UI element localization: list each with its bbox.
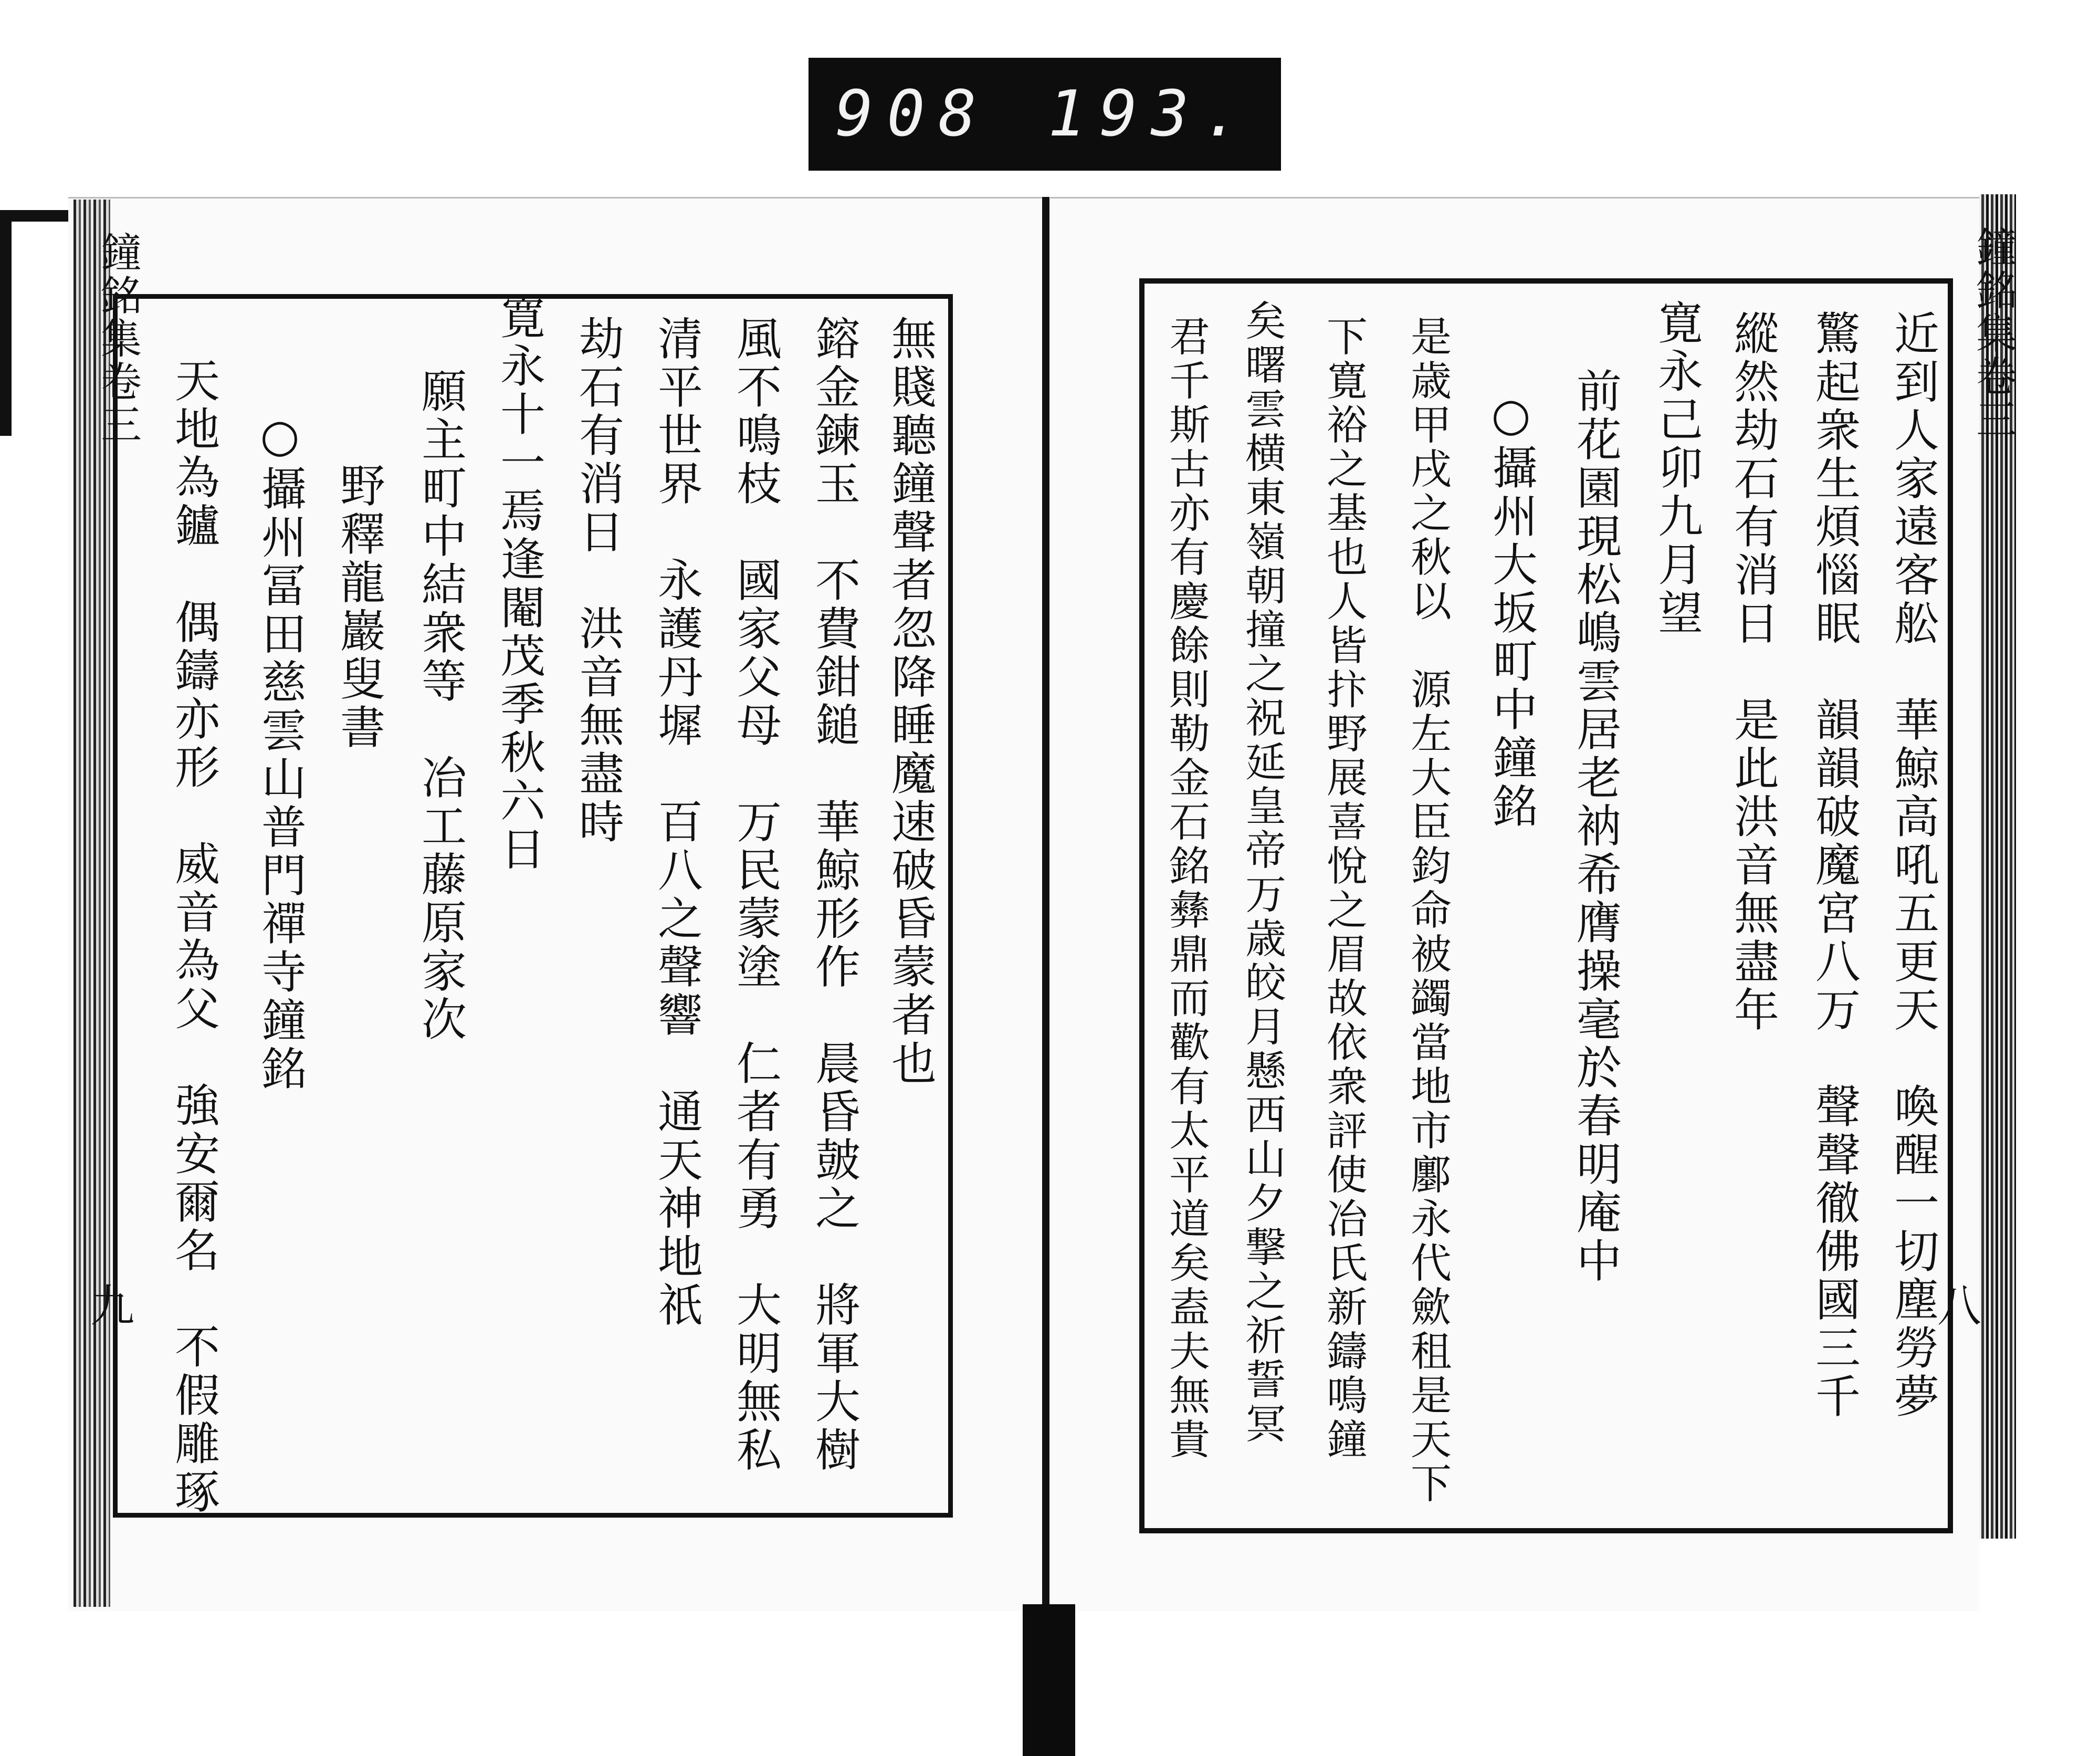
call-number-right: 193.	[1047, 78, 1254, 151]
right-col-8: 下寛裕之基也人皆抃野展喜悅之眉故依衆評使冶氏新鑄鳴鐘	[1320, 315, 1367, 1462]
left-col-2: 鎔金鍊玉 不費鉗鎚 華鯨形作 晨昏皷之 將軍大樹	[807, 315, 860, 1475]
left-col-7: 願主町中結衆等 冶工藤原家次	[414, 368, 466, 1044]
right-running-head: 鐘銘集卷三	[1969, 226, 2017, 441]
right-col-6: ○攝州大坂町中鐘銘	[1485, 389, 1537, 831]
right-page-number: 八	[1937, 1280, 1982, 1332]
left-col-6: 寛永十一焉逢閹茂季秋六日	[492, 294, 545, 874]
page-edge-mark	[0, 210, 12, 436]
right-col-4: 寛永己卯九月望	[1650, 299, 1703, 637]
left-running-head: 鐘銘集卷三	[94, 231, 141, 446]
right-col-5: 前花園現松嶋雲居老衲希膺操毫於春明庵中	[1569, 368, 1621, 1285]
spine-tab	[1023, 1604, 1075, 1756]
right-col-2: 驚起衆生煩惱眠 韻韻破魔宮八万 聲聲徹佛國三千	[1808, 310, 1860, 1421]
call-number-label	[808, 58, 1281, 171]
right-col-10: 君千斯古亦有慶餘則勒金石銘彝鼎而歡有太平道矣盍夫無貴	[1162, 315, 1210, 1462]
left-col-3: 風不鳴枝 國家父母 万民蒙塗 仁者有勇 大明無私	[729, 315, 781, 1475]
right-col-1: 近到人家遠客舩 華鯨高吼五更天 喚醒一切塵勞夢	[1886, 310, 1939, 1421]
right-col-3: 縱然劫石有消日 是此洪音無盡年	[1726, 310, 1779, 1034]
left-col-10: 天地為鑪 偶鑄亦形 威音為父 強安爾名 不假雕琢	[167, 357, 219, 1517]
book-spine	[1042, 197, 1049, 1615]
right-col-7: 是歳甲戌之秋以 源左大臣鈞命被蠲當地市鄽永代歛租是天下	[1404, 315, 1451, 1506]
left-page-number: 九	[90, 1280, 135, 1332]
left-col-4: 清平世界 永護丹墀 百八之聲響 通天神地祇	[650, 315, 702, 1330]
left-col-9: ○攝州冨田慈雲山普門禪寺鐘銘	[254, 410, 306, 1093]
right-col-9: 矣曙雲横東嶺朝撞之祝延皇帝万歳皎月懸西山夕撃之祈誓冥	[1238, 299, 1286, 1446]
left-col-5: 劫石有消日 洪音無盡時	[571, 315, 624, 846]
call-number-left: 908	[835, 78, 990, 151]
left-col-8: 野釋龍巖叟書	[332, 462, 385, 752]
left-col-1: 無賤聽鐘聲者忽降睡魔速破昏蒙者也	[884, 315, 936, 1088]
page-edge-mark	[0, 210, 79, 222]
